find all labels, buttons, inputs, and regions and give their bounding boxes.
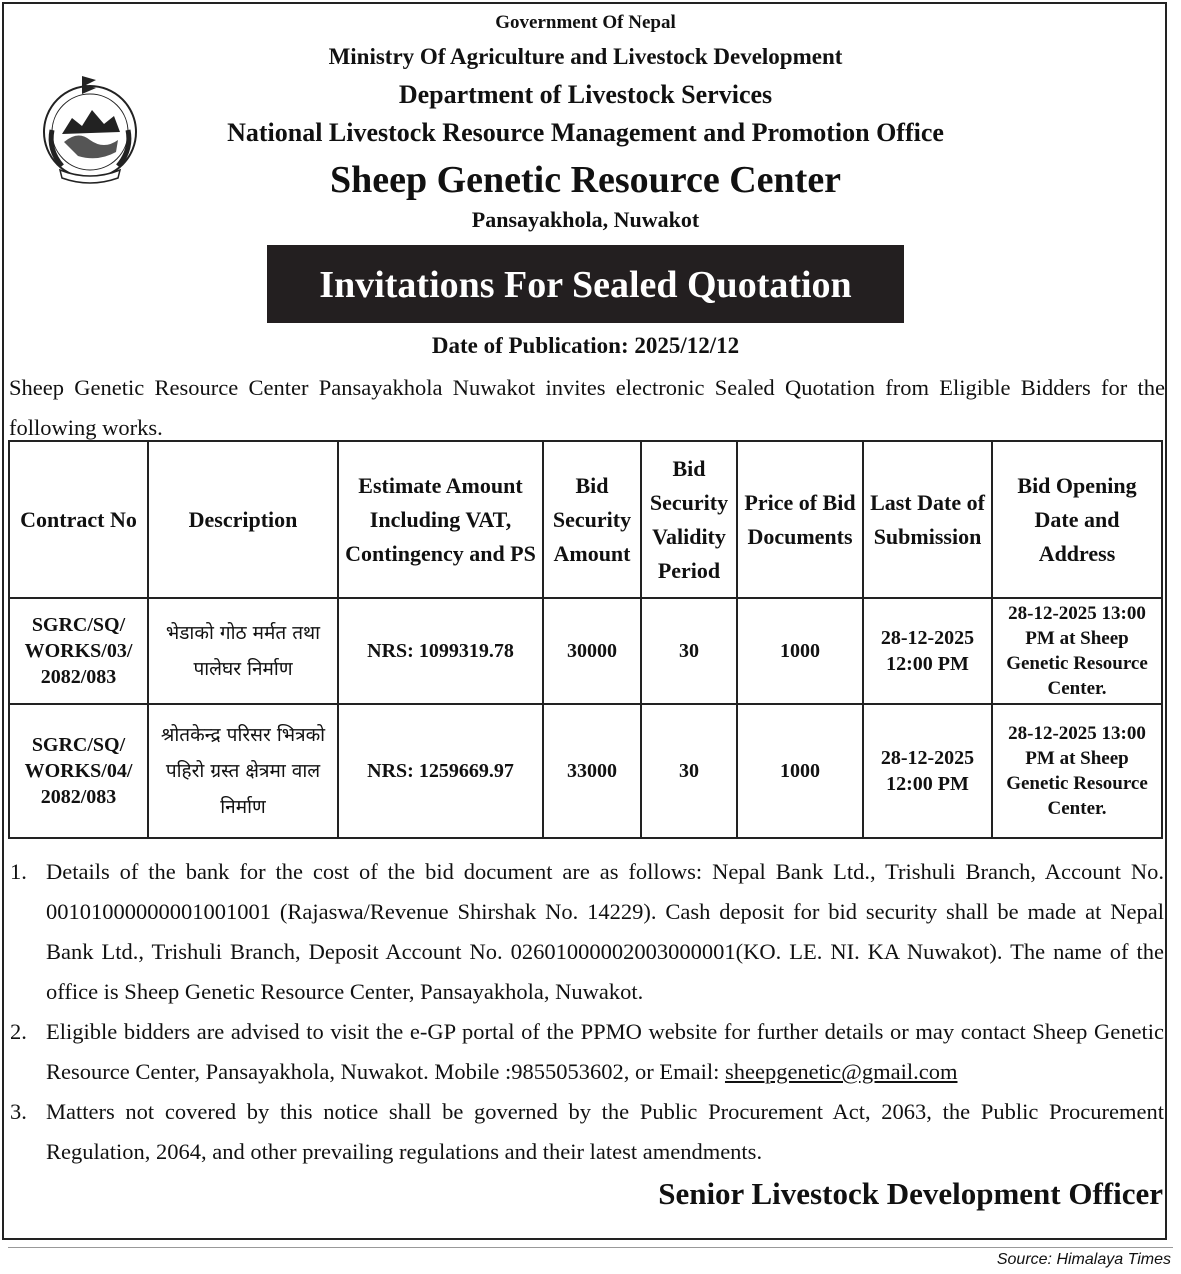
cell-validity: 30 — [641, 598, 737, 704]
cell-description: भेडाको गोठ मर्मत तथा पालेघर निर्माण — [148, 598, 338, 704]
header-last-date: Last Date of Submission — [863, 441, 992, 598]
table-row — [9, 598, 1162, 704]
title-banner: Invitations For Sealed Quotation — [267, 245, 904, 323]
header-contract-no: Contract No — [9, 441, 148, 598]
table-header-row — [9, 441, 1162, 598]
office-line: National Livestock Resource Management and Promotion Office — [227, 118, 944, 147]
header-description: Description — [148, 441, 338, 598]
cell-last-date: 28-12-2025 12:00 PM — [863, 704, 992, 838]
notes-list — [10, 852, 1164, 1172]
table-row — [9, 704, 1162, 838]
header-validity: Bid Security Validity Period — [641, 441, 737, 598]
cell-description: श्रोतकेन्द्र परिसर भित्रको पहिरो ग्रस्त क्षेत्रमा वाल निर्माण — [148, 704, 338, 838]
cell-last-date: 28-12-2025 12:00 PM — [863, 598, 992, 704]
cell-bid-security: 33000 — [543, 704, 641, 838]
cell-estimate: NRS: 1099319.78 — [338, 598, 543, 704]
signer-title: Senior Livestock Development Officer — [658, 1176, 1163, 1211]
cell-estimate: NRS: 1259669.97 — [338, 704, 543, 838]
header-opening: Bid Opening Date and Address — [992, 441, 1162, 598]
note-text: Details of the bank for the cost of the bid document are as follows: Nepal Bank Ltd., Trishuli Branch, Account No. 00101000000001001001 (Rajaswa/Revenue Shirshak No. 14229). Cash deposit for bid security shall be made at Nepal Bank Ltd., Trishuli Branch, Deposit Account No. 02601000002003000001(KO. LE. NI. KA Nuwakot). The name of the office is Sheep Genetic Resource Center, Pansayakhola, Nuwakot. — [46, 859, 1164, 1004]
note-number: 2. — [10, 1019, 27, 1044]
cell-opening: 28-12-2025 13:00 PM at Sheep Genetic Resource Center. — [992, 704, 1162, 838]
note-number: 3. — [10, 1099, 27, 1124]
note-text: Eligible bidders are advised to visit the e-GP portal of the PPMO website for further details or may contact Sheep Genetic Resource Center, Pansayakhola, Nuwakot. Mobile :9855053602, or Email: — [46, 1019, 1164, 1084]
header-bid-security: Bid Security Amount — [543, 441, 641, 598]
note-item — [10, 1092, 1164, 1172]
cell-contract-no: SGRC/SQ/ WORKS/03/ 2082/083 — [9, 598, 148, 704]
email-link[interactable]: sheepgenetic@gmail.com — [724, 1059, 958, 1084]
note-item — [10, 1012, 1164, 1092]
footer-divider — [8, 1247, 1173, 1248]
source-credit: Source: Himalaya Times — [996, 1251, 1171, 1268]
cell-bid-security: 30000 — [543, 598, 641, 704]
cell-price: 1000 — [737, 704, 863, 838]
department-line: Department of Livestock Services — [398, 80, 773, 109]
intro-paragraph: Sheep Genetic Resource Center Pansayakhola Nuwakot invites electronic Sealed Quotation from Eligible Bidders for the following works. — [9, 375, 1165, 440]
center-name: Sheep Genetic Resource Center — [329, 159, 842, 201]
location-line: Pansayakhola, Nuwakot — [471, 207, 700, 232]
note-text: Matters not covered by this notice shall be governed by the Public Procurement Act, 2063, the Public Procurement Regulation, 2064, and other prevailing regulations and their latest amendments. — [46, 1099, 1164, 1164]
header-estimate: Estimate Amount Including VAT, Contingency and PS — [338, 441, 543, 598]
cell-price: 1000 — [737, 598, 863, 704]
note-number: 1. — [10, 859, 27, 884]
cell-contract-no: SGRC/SQ/ WORKS/04/ 2082/083 — [9, 704, 148, 838]
ministry-line: Ministry Of Agriculture and Livestock Development — [328, 44, 843, 69]
header-price: Price of Bid Documents — [737, 441, 863, 598]
note-item — [10, 852, 1164, 1012]
works-table — [8, 440, 1163, 839]
cell-validity: 30 — [641, 704, 737, 838]
government-line: Government Of Nepal — [495, 12, 676, 33]
publication-date: Date of Publication: 2025/12/12 — [431, 333, 740, 358]
cell-opening: 28-12-2025 13:00 PM at Sheep Genetic Resource Center. — [992, 598, 1162, 704]
